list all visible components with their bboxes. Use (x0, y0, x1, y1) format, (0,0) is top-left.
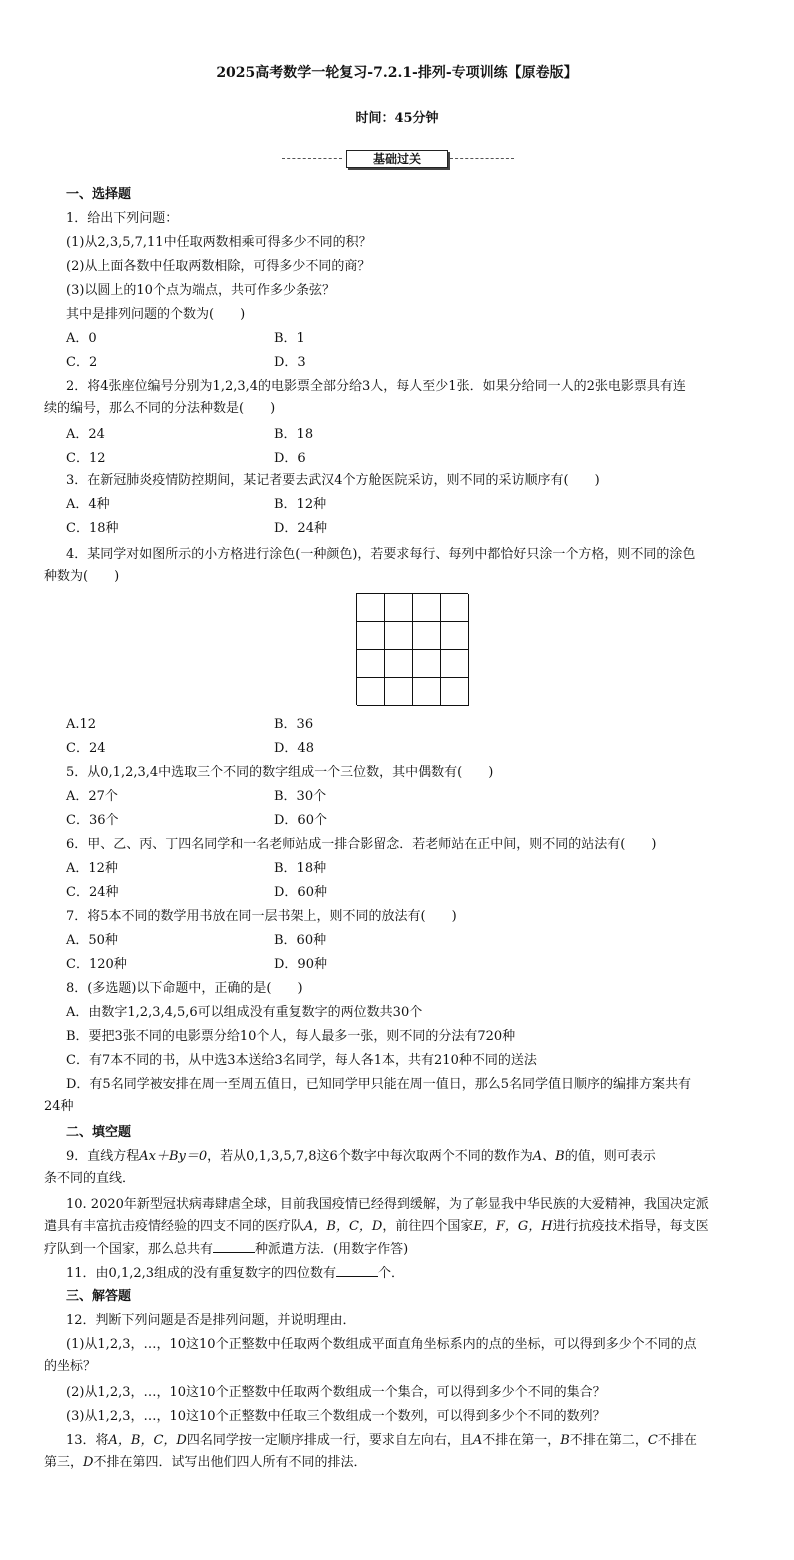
grid-cell (441, 594, 469, 622)
q4-stem-line1: 4．某同学对如图所示的小方格进行涂色(一种颜色)，若要求每行、每列中都恰好只涂一个方格，则不同的涂色 (66, 547, 696, 562)
q10-l2a: 遣具有丰富抗击疫情经验的四支不同的医疗队 (44, 1219, 305, 1234)
q3-option-a: A．4种 (66, 497, 110, 512)
q10-countries: E，F，G，H (473, 1219, 553, 1234)
q4-option-c: C．24 (66, 741, 106, 756)
q10-stem-line2 (44, 1218, 709, 1236)
q2-option-b: B．18 (274, 427, 314, 442)
q9-stem-line1 (66, 1148, 656, 1166)
q2-option-c: C．12 (66, 451, 106, 466)
q8-option-c: C．有7本不同的书，从中选3本送给3名同学，每人各1本，共有210种不同的送法 (66, 1053, 537, 1068)
q1-option-d: D．3 (274, 355, 306, 370)
q10-stem-line3 (44, 1240, 408, 1258)
q12-item-2: (2)从1,2,3，…，10这10个正整数中任取两个数组成一个集合，可以得到多少个不同的集合？ (66, 1385, 606, 1400)
q13-text-g: 不排在第二， (569, 1433, 648, 1448)
q9-pre: 9．直线方程 (66, 1149, 140, 1164)
q1-item-3: (3)以圆上的10个点为端点，共可作多少条弦？ (66, 283, 335, 298)
q1-option-b: B．1 (274, 331, 305, 346)
q4-option-b: B．36 (274, 717, 314, 732)
q12-item-1-line1: (1)从1,2,3，…，10这10个正整数中任取两个数组成平面直角坐标系内的点的坐标，可以得到多少个不同的点 (66, 1337, 697, 1352)
q1-item-2: (2)从上面各数中任取两数相除，可得多少不同的商？ (66, 259, 371, 274)
banner-divider-left (282, 158, 342, 159)
q9-equation: Ax＋By＝0 (139, 1149, 208, 1164)
banner-divider-right (450, 158, 514, 159)
q10-l2e: 进行抗疫技术指导，每支医 (552, 1219, 709, 1234)
q10-answer-blank[interactable] (213, 1240, 255, 1253)
q10-teams: A，B，C，D (304, 1219, 383, 1234)
q8-option-d-line2: 24种 (44, 1099, 74, 1114)
grid-cell (413, 678, 441, 706)
q5-stem: 5．从0,1,2,3,4中选取三个不同的数字组成一个三位数，其中偶数有( ) (66, 765, 494, 780)
q1-stem: 1．给出下列问题： (66, 211, 179, 226)
grid-cell (413, 622, 441, 650)
q2-stem-line1: 2．将4张座位编号分别为1,2,3,4的电影票全部分给3人，每人至少1张．如果分给同一人的2张电影票具有连 (66, 379, 686, 394)
q1-option-c: C．2 (66, 355, 98, 370)
q7-stem: 7．将5本不同的数学用书放在同一层书架上，则不同的放法有( ) (66, 909, 457, 924)
page-title: 2025高考数学一轮复习-7.2.1-排列-专项训练【原卷版】 (216, 65, 578, 81)
q3-option-d: D．24种 (274, 521, 327, 536)
time-limit: 时间：45分钟 (355, 111, 439, 126)
q13-var-a: A (472, 1433, 483, 1448)
q13-text-2c: 不排在第四．试写出他们四人所有不同的排法． (93, 1455, 367, 1470)
q7-option-a: A．50种 (66, 933, 118, 948)
section-heading-fill: 二、填空题 (66, 1125, 132, 1140)
q8-stem: 8．(多选题)以下命题中，正确的是( ) (66, 981, 303, 996)
section-banner (282, 150, 514, 168)
q13-students: A，B，C，D (108, 1433, 187, 1448)
q7-option-b: B．60种 (274, 933, 327, 948)
q2-stem-line2: 续的编号，那么不同的分法种数是( ) (44, 401, 276, 416)
grid-cell (441, 622, 469, 650)
q10-l3b: 种派遣方法．(用数字作答) (255, 1242, 409, 1257)
q11-pre: 11．由0,1,2,3组成的没有重复数字的四位数有 (66, 1266, 337, 1281)
q8-option-b: B．要把3张不同的电影票分给10个人，每人最多一张，则不同的分法有720种 (66, 1029, 516, 1044)
q7-option-c: C．120种 (66, 957, 127, 972)
q12-item-3: (3)从1,2,3，…，10这10个正整数中任取三个数组成一个数列，可以得到多少个不同的数列？ (66, 1409, 606, 1424)
q12-item-1-line2: 的坐标？ (44, 1359, 97, 1374)
q11-stem (66, 1264, 404, 1282)
section-heading-answer: 三、解答题 (66, 1289, 132, 1304)
q5-option-d: D．60个 (274, 813, 327, 828)
q5-option-b: B．30个 (274, 789, 327, 804)
q10-stem-line1: 10. 2020年新型冠状病毒肆虐全球，目前我国疫情已经得到缓解，为了彰显我中华民族的大爱精神，我国决定派 (66, 1197, 709, 1212)
grid-cell (441, 678, 469, 706)
q5-option-c: C．36个 (66, 813, 119, 828)
q10-l3a: 疗队到一个国家，那么总共有 (44, 1242, 214, 1257)
grid-cell (357, 622, 385, 650)
q9-variables: A、B (532, 1149, 565, 1164)
section-heading-choice: 一、选择题 (66, 187, 132, 202)
q3-stem: 3．在新冠肺炎疫情防控期间，某记者要去武汉4个方舱医院采访，则不同的采访顺序有( ) (66, 473, 600, 488)
q7-option-d: D．90种 (274, 957, 327, 972)
grid-cell (413, 594, 441, 622)
q11-post: 个． (378, 1266, 405, 1281)
q13-text-c: 四名同学按一定顺序排成一行，要求自左向右，且 (186, 1433, 473, 1448)
q6-stem: 6．甲、乙、丙、丁四名同学和一名老师站成一排合影留念．若老师站在正中间，则不同的站法有( ) (66, 837, 657, 852)
q5-option-a: A．27个 (66, 789, 118, 804)
q13-text-i: 不排在 (657, 1433, 697, 1448)
q4-stem-line2: 种数为( ) (44, 569, 120, 584)
q13-text-a: 13．将 (66, 1433, 109, 1448)
q3-option-b: B．12种 (274, 497, 327, 512)
q6-option-a: A．12种 (66, 861, 118, 876)
grid-cell (385, 678, 413, 706)
grid-cell (357, 650, 385, 678)
q6-option-c: C．24种 (66, 885, 119, 900)
q12-stem: 12．判断下列问题是否是排列问题，并说明理由． (66, 1313, 356, 1328)
grid-cell (385, 622, 413, 650)
q13-var-d: D (83, 1455, 94, 1470)
q8-option-d-line1: D．有5名同学被安排在周一至周五值日，已知同学甲只能在周一值日，那么5名同学值日顺序的编排方案共有 (66, 1077, 691, 1092)
q6-option-b: B．18种 (274, 861, 327, 876)
q13-stem-line1 (66, 1432, 697, 1450)
grid-cell (413, 650, 441, 678)
grid-cell (385, 594, 413, 622)
q9-mid: ，若从0,1,3,5,7,8这6个数字中每次取两个不同的数作为 (207, 1149, 533, 1164)
q10-l2c: ，前往四个国家 (382, 1219, 474, 1234)
q13-var-b: B (560, 1433, 570, 1448)
q13-var-c: C (647, 1433, 658, 1448)
q2-option-d: D．6 (274, 451, 306, 466)
q13-text-2a: 第三， (44, 1455, 84, 1470)
q3-option-c: C．18种 (66, 521, 119, 536)
q1-item-1: (1)从2,3,5,7,11中任取两数相乘可得多少不同的积？ (66, 235, 372, 250)
q4-option-d: D．48 (274, 741, 314, 756)
q13-stem-line2 (44, 1454, 366, 1472)
q6-option-d: D．60种 (274, 885, 327, 900)
q1-option-a: A．0 (66, 331, 97, 346)
q4-grid-figure (356, 593, 468, 705)
grid-cell (441, 650, 469, 678)
q2-option-a: A．24 (66, 427, 105, 442)
q9-stem-line2: 条不同的直线． (44, 1171, 136, 1186)
grid-cell (385, 650, 413, 678)
grid-cell (357, 594, 385, 622)
q13-text-e: 不排在第一， (482, 1433, 561, 1448)
q1-ask: 其中是排列问题的个数为( ) (66, 307, 246, 322)
q8-option-a: A．由数字1,2,3,4,5,6可以组成没有重复数字的两位数共30个 (66, 1005, 423, 1020)
q9-post: 的值，则可表示 (564, 1149, 656, 1164)
q11-answer-blank[interactable] (336, 1264, 378, 1277)
banner-label: 基础过关 (346, 150, 448, 168)
q4-option-a: A.12 (66, 717, 97, 732)
grid-cell (357, 678, 385, 706)
